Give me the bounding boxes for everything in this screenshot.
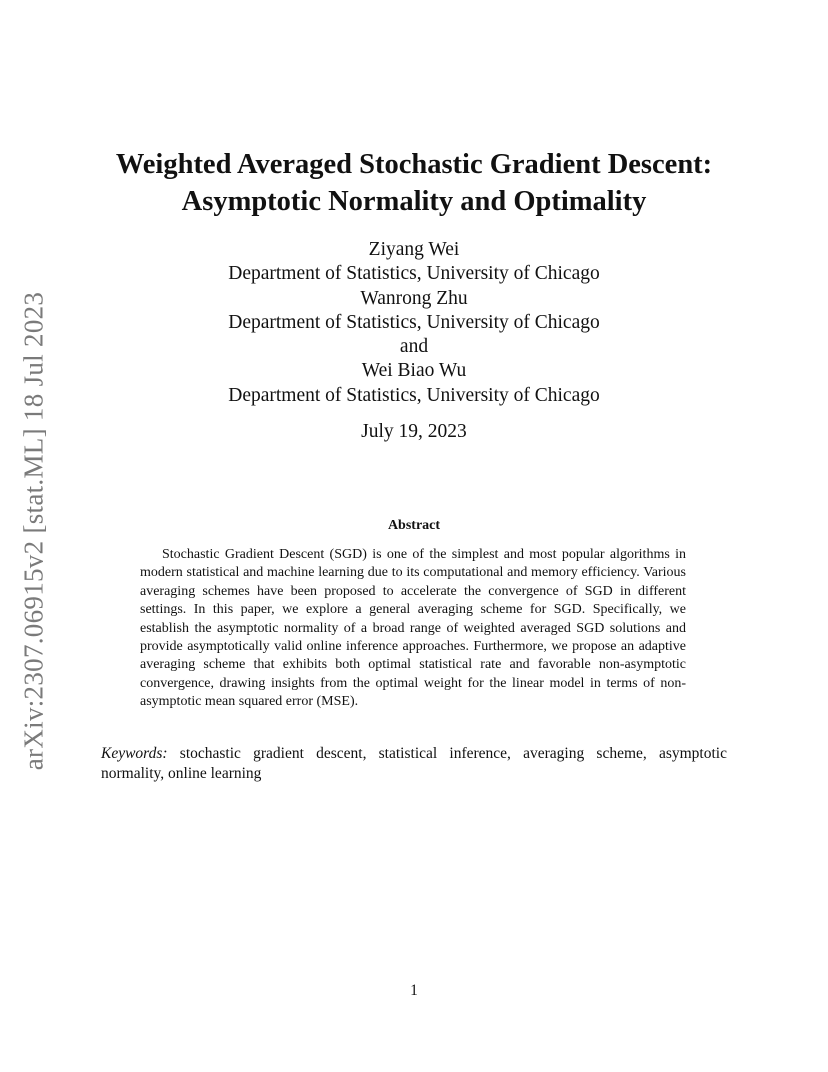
author-name: Wanrong Zhu (360, 287, 468, 309)
author-block (0, 238, 828, 408)
paper-title (0, 146, 828, 220)
keywords-paragraph (101, 744, 727, 784)
abstract-heading: Abstract (387, 518, 441, 533)
author-name: Wei Biao Wu (361, 360, 467, 382)
keywords-list: stochastic gradient descent, statistical inference, averaging scheme, asymptotic normality, online learning (101, 745, 727, 782)
paper-date: July 19, 2023 (361, 421, 467, 442)
title-line-2: Asymptotic Normality and Optimality (181, 186, 647, 217)
author-affiliation: Department of Statistics, University of Chicago (228, 263, 600, 285)
author-affiliation: Department of Statistics, University of Chicago (228, 311, 600, 333)
author-name: Ziyang Wei (368, 239, 460, 260)
author-affiliation: Department of Statistics, University of Chicago (228, 384, 600, 406)
author-separator: and (399, 336, 429, 358)
keywords-label: Keywords: (101, 745, 168, 762)
arxiv-identifier-stamp: arXiv:2307.06915v2 [stat.ML] 18 Jul 2023 (18, 291, 49, 771)
abstract-text: Stochastic Gradient Descent (SGD) is one of the simplest and most popular algorithms in modern statistical and machine learning due to its computational and memory efficiency. Various averaging schemes have been proposed to accelerate the convergence of SGD in different settings. In this paper, we explore a general averaging scheme for SGD. Specifically, we establish the asymptotic normality of a broad range of weighted averaged SGD solutions and provide asymptotically valid online inference approaches. Furthermore, we propose an adaptive averaging scheme that exhibits both optimal statistical rate and favorable non-asymptotic convergence, drawing insights from the optimal weight for the linear model in terms of non-asymptotic mean squared error (MSE). (140, 547, 686, 710)
page-number: 1 (410, 982, 418, 999)
title-line-1: Weighted Averaged Stochastic Gradient Descent: (115, 149, 713, 180)
